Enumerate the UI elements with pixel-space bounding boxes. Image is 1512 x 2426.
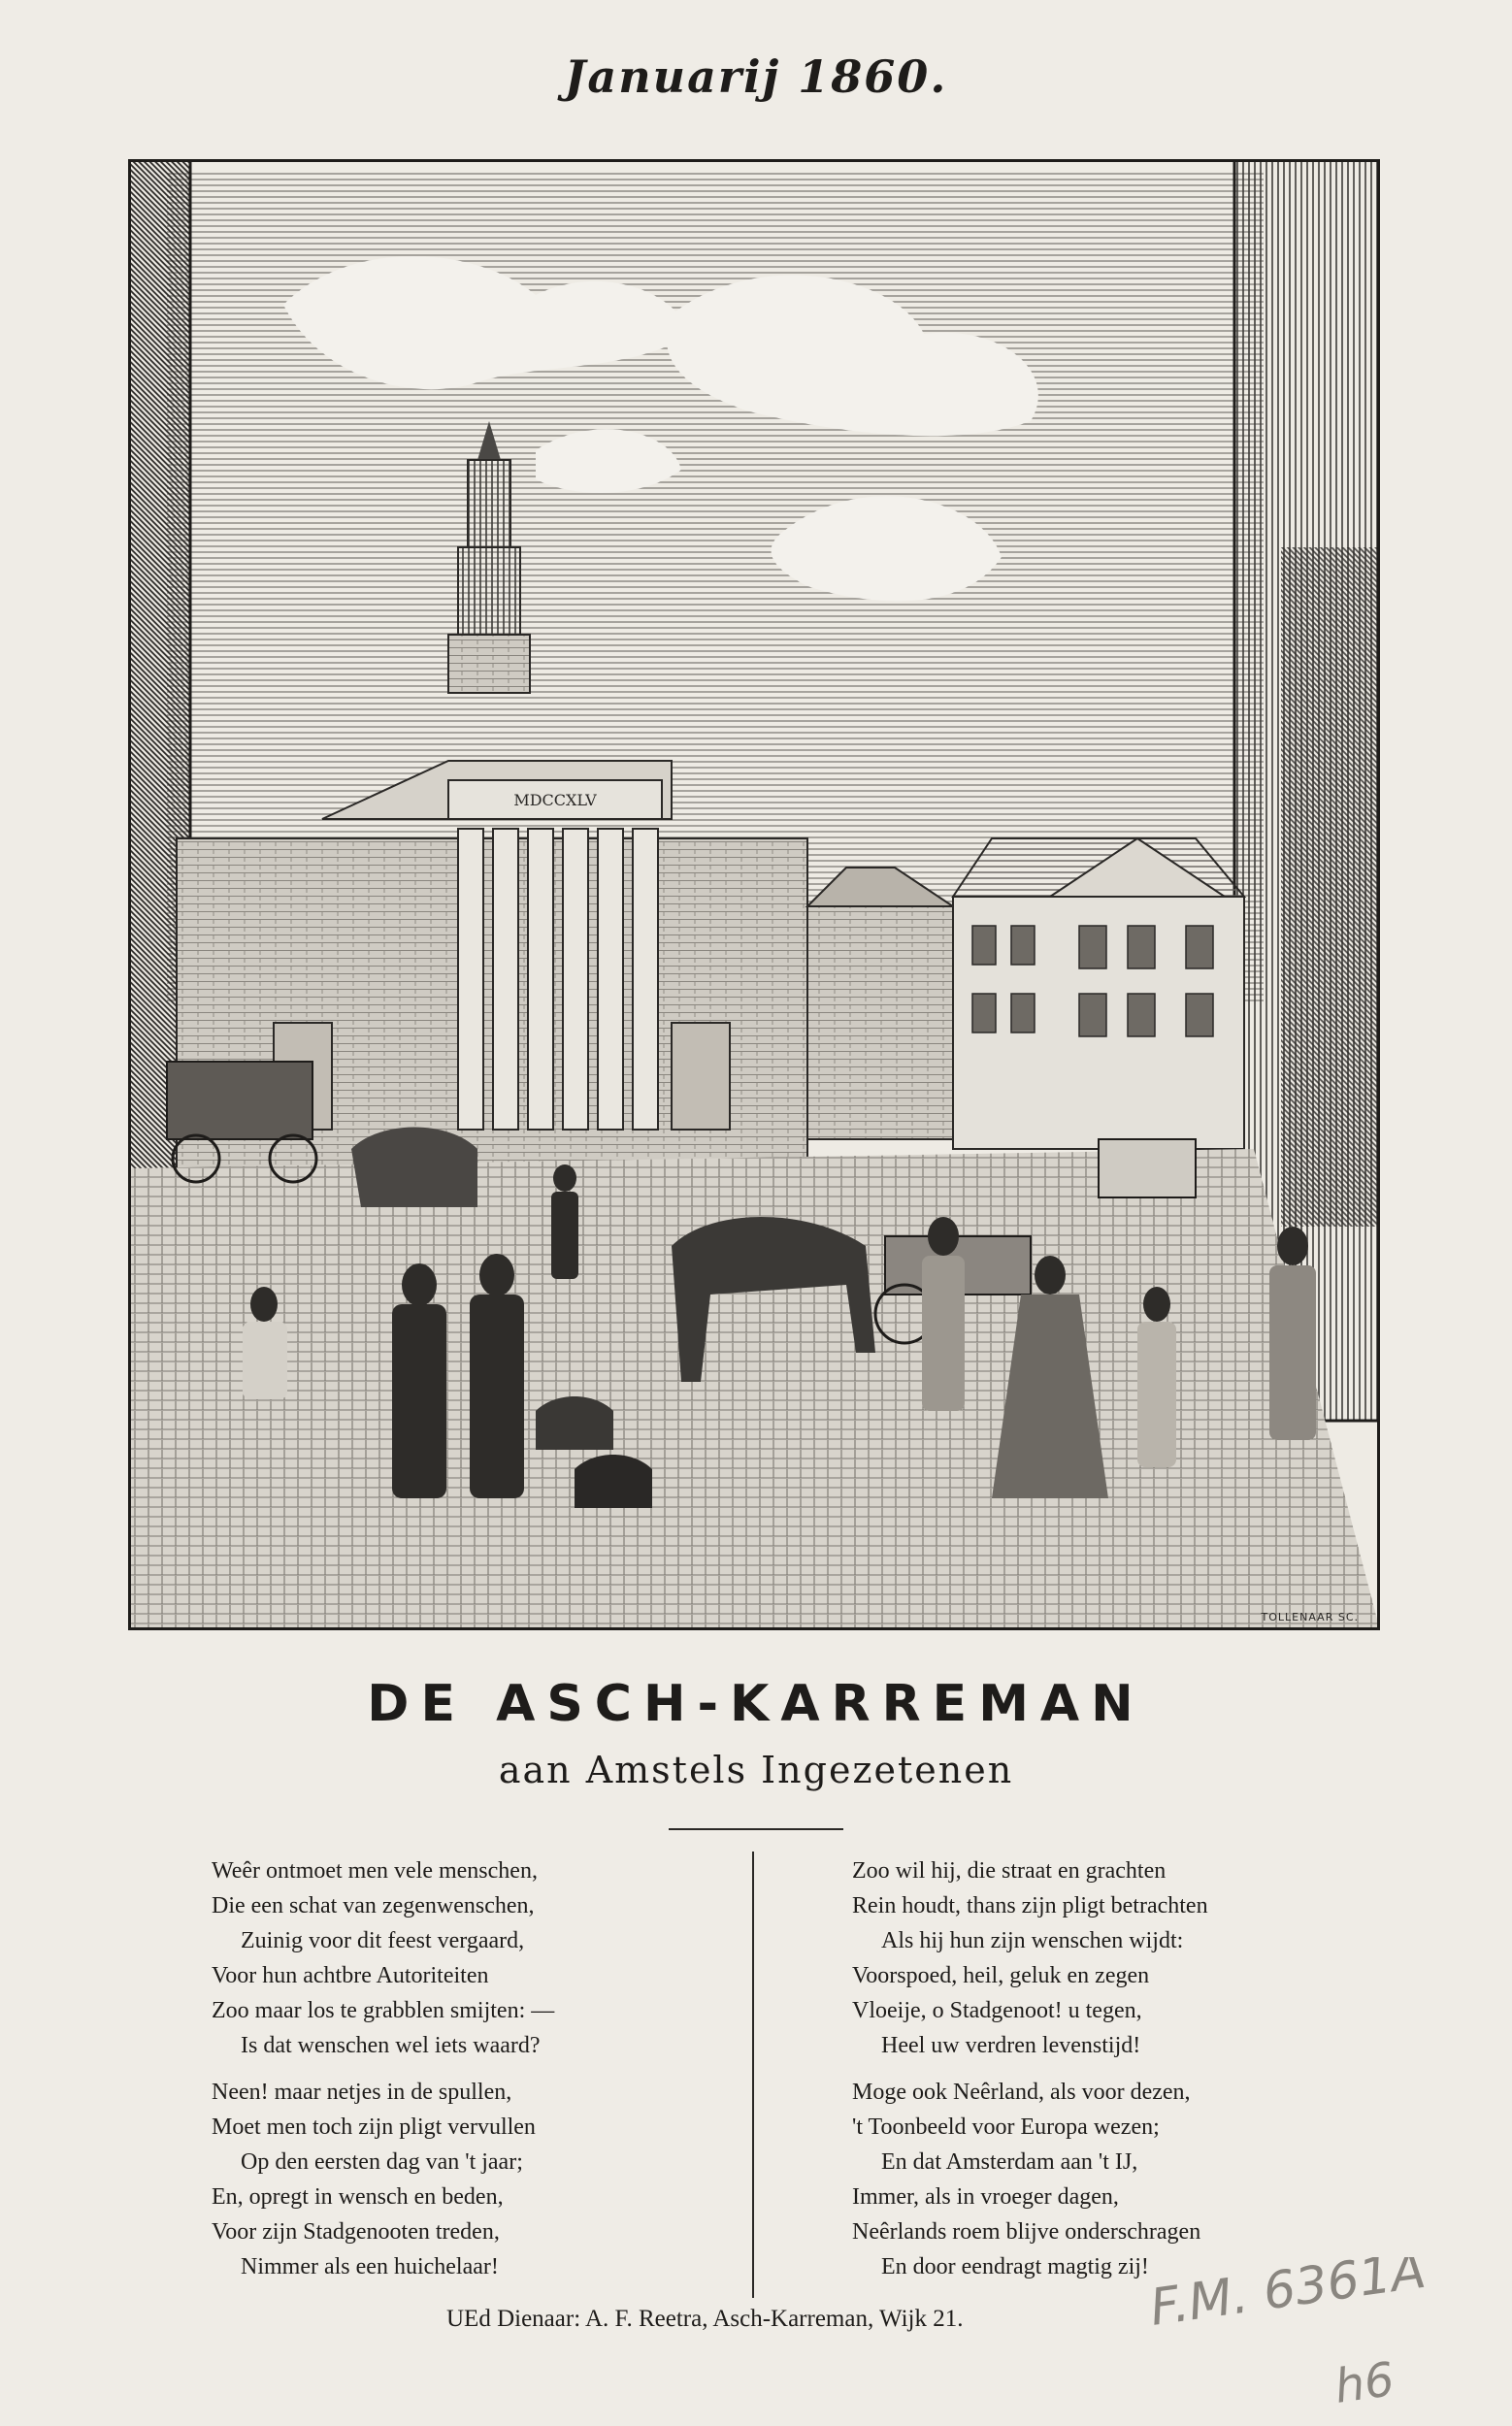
poster-subtitle: aan Amstels Ingezetenen xyxy=(498,1749,1014,1791)
title-rule xyxy=(669,1828,843,1830)
poster-title: DE ASCH-KARREMAN xyxy=(367,1675,1145,1733)
poem-line: En dat Amsterdam aan 't IJ, xyxy=(881,2149,1138,2175)
catalog-number: F.M. 6361A xyxy=(1146,2257,1430,2338)
poem-line: En door eendragt magtig zij! xyxy=(881,2254,1149,2279)
author-signature: UEd Dienaar: A. F. Reetra, Asch-Karreman, Wijk 21. xyxy=(446,2306,964,2332)
poem-stanza xyxy=(212,2075,554,2284)
poem-line: Voor zijn Stadgenooten treden, xyxy=(212,2219,500,2245)
poem-line: Die een schat van zegenwenschen, xyxy=(212,1893,535,1918)
handwritten-catalog-note xyxy=(1143,2257,1463,2422)
engraver-signature: TOLLENAAR SC. xyxy=(1261,1611,1359,1623)
poem-line: Immer, als in vroeger dagen, xyxy=(852,2184,1119,2210)
poem-line: Op den eersten dag van 't jaar; xyxy=(241,2149,523,2175)
poem-line: Voorspoed, heil, geluk en zegen xyxy=(852,1963,1150,1988)
poem-line: Weêr ontmoet men vele menschen, xyxy=(212,1858,538,1884)
poem-line: Moet men toch zijn pligt vervullen xyxy=(212,2115,536,2140)
poem-line: 't Toonbeeld voor Europa wezen; xyxy=(852,2115,1160,2140)
poem-line: Zuinig voor dit feest vergaard, xyxy=(241,1928,525,1953)
print-date: Januarij 1860. xyxy=(564,50,948,103)
poem-line: Voor hun achtbre Autoriteiten xyxy=(212,1963,489,1988)
poem-stanza xyxy=(852,2075,1208,2284)
facade-inscription: MDCCXLV xyxy=(513,791,597,809)
poem-left-column xyxy=(212,1853,554,2296)
poem-line: Nimmer als een huichelaar! xyxy=(241,2254,499,2279)
poem-line: Vloeije, o Stadgenoot! u tegen, xyxy=(852,1998,1142,2023)
poem-line: Heel uw verdren levenstijd! xyxy=(881,2033,1141,2058)
poem-line: Neen! maar netjes in de spullen, xyxy=(212,2080,512,2105)
engraved-illustration xyxy=(128,159,1380,1630)
poem-line: Rein houdt, thans zijn pligt betrachten xyxy=(852,1893,1208,1918)
poem-line: Neêrlands roem blijve onderschragen xyxy=(852,2219,1201,2245)
poem-stanza xyxy=(212,1853,554,2063)
poem-line: Als hij hun zijn wenschen wijdt: xyxy=(881,1928,1184,1953)
catalog-suffix: h6 xyxy=(1331,2351,1398,2414)
poem-line: Zoo maar los te grabblen smijten: — xyxy=(212,1998,555,2023)
poem-line: Moge ook Neêrland, als voor dezen, xyxy=(852,2080,1191,2105)
poem-right-column xyxy=(852,1853,1208,2296)
poem-line: Zoo wil hij, die straat en grachten xyxy=(852,1858,1167,1884)
poem-line: En, opregt in wensch en beden, xyxy=(212,2184,504,2210)
poem-line: Is dat wenschen wel iets waard? xyxy=(241,2033,541,2058)
column-divider xyxy=(752,1852,754,2298)
poem-stanza xyxy=(852,1853,1208,2063)
